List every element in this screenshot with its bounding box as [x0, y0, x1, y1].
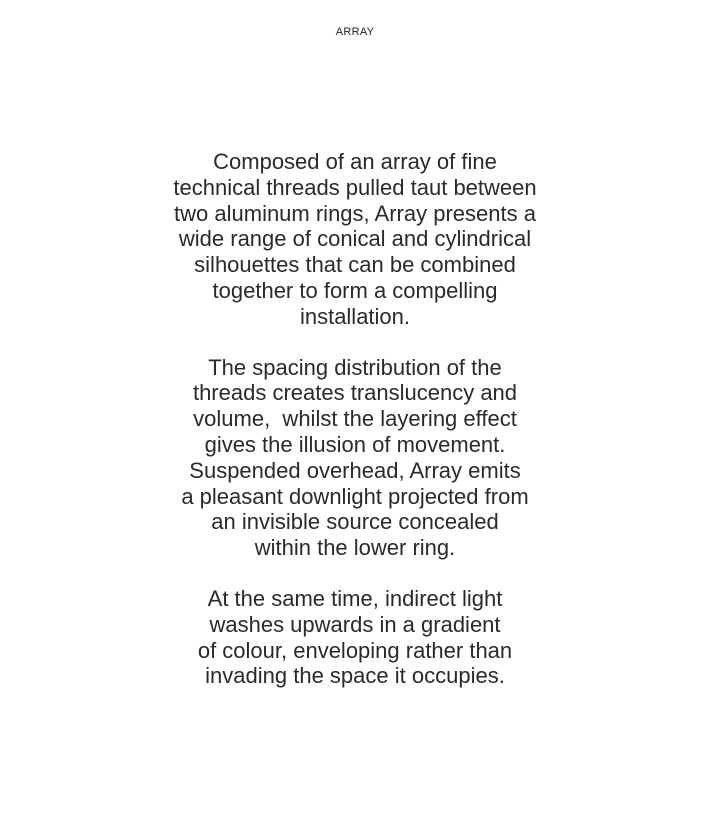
text-line: an invisible source concealed [211, 509, 499, 535]
text-line: The spacing distribution of the [208, 354, 502, 380]
article-body [120, 149, 590, 689]
text-line: volume, whilst the layering effect [193, 406, 517, 432]
text-line: gives the illusion of movement. [204, 431, 506, 457]
text-line: washes upwards in a gradient [209, 611, 501, 637]
text-line: together to form a compelling [212, 277, 498, 303]
text-line: Composed of an array of fine [213, 149, 497, 174]
text-line: a pleasant downlight projected from [181, 483, 529, 509]
text-line: within the lower ring. [254, 535, 456, 561]
paragraph-intro [120, 149, 590, 330]
text-line: installation. [299, 303, 411, 329]
text-line: At the same time, indirect light [207, 585, 503, 611]
paragraph-spacing [120, 355, 590, 561]
text-line: threads creates translucency and [192, 380, 518, 406]
text-line: of colour, enveloping rather than [197, 637, 513, 663]
text-line: silhouettes that can be combined [194, 252, 516, 278]
paragraph-indirect-light [120, 586, 590, 689]
text-line: technical threads pulled taut between [173, 174, 537, 200]
text-line: wide range of conical and cylindrical [178, 226, 532, 252]
text-line: invading the space it occupies. [205, 663, 505, 689]
text-line: two aluminum rings, Array presents a [174, 200, 536, 226]
text-line: Suspended overhead, Array emits [189, 457, 521, 483]
page-title: ARRAY [335, 26, 375, 38]
